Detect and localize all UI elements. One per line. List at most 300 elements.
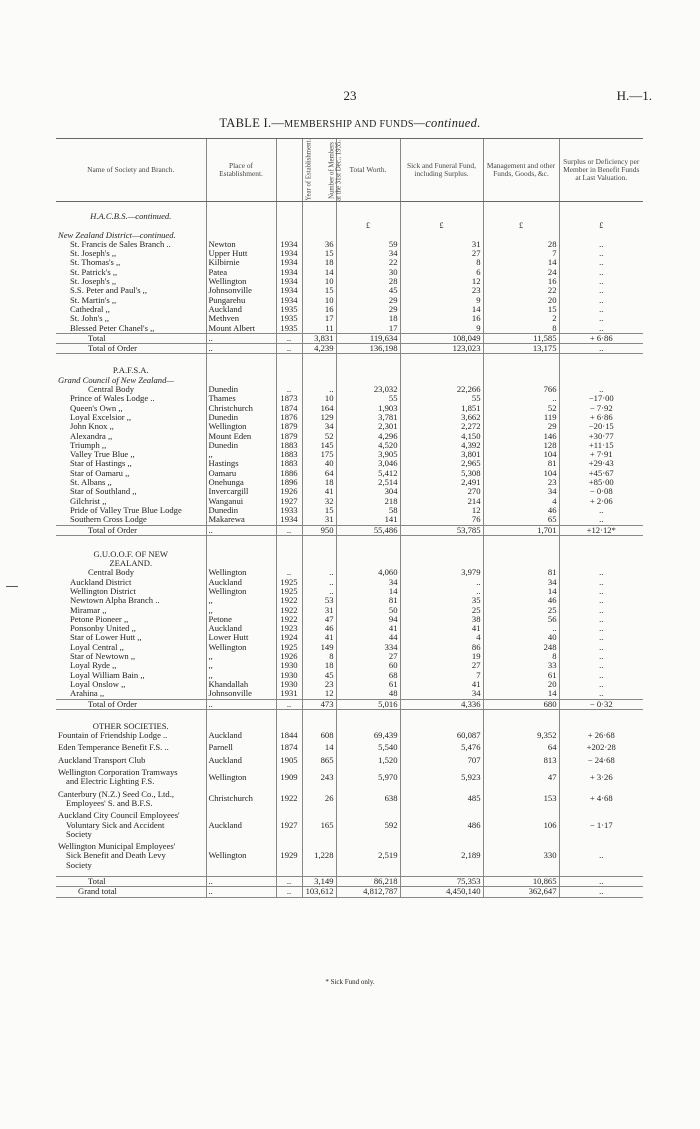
cell-members: 36 [302, 240, 336, 249]
spacer-cell [483, 709, 559, 722]
section-subheading: New Zealand District—continued. [58, 229, 176, 240]
cell-members: 10 [302, 296, 336, 305]
cell-sick: 12 [400, 277, 483, 286]
cell-place: Invercargill [206, 487, 276, 496]
header-place: Place of Establishment. [206, 139, 276, 202]
society-name [56, 790, 206, 809]
cell-sick: 7 [400, 671, 483, 680]
total-mgmt: 13,175 [483, 344, 559, 354]
section-heading: H.A.C.B.S.—continued. [90, 211, 172, 221]
total-year: .. [276, 344, 302, 354]
cell-sick: 485 [400, 790, 483, 809]
society-name-line: Society [66, 859, 92, 870]
total-place: .. [206, 333, 276, 343]
cell-worth: 304 [336, 487, 400, 496]
spacer-cell [400, 354, 483, 367]
total-mgmt: 680 [483, 699, 559, 709]
cell-place: ,, [206, 652, 276, 661]
cell-mgmt: 52 [483, 404, 559, 413]
cell-worth: 334 [336, 643, 400, 652]
cell-surplus: +45·67 [559, 469, 643, 478]
society-name: Arahina ,, [70, 688, 105, 699]
footnote: * Sick Fund only. [325, 978, 375, 986]
cell-surplus: .. [559, 624, 643, 633]
cell-sick: 41 [400, 624, 483, 633]
cell-surplus: .. [559, 324, 643, 334]
empty-cell [206, 366, 276, 375]
total-surplus: +12·12* [559, 525, 643, 535]
section-subheading: Grand Council of New Zealand— [58, 374, 175, 385]
total-members: 3,149 [302, 877, 336, 887]
society-name: Valley True Blue ,, [70, 449, 135, 460]
cell-surplus: .. [559, 615, 643, 624]
cell-members: 40 [302, 459, 336, 468]
total-label: Total [56, 333, 206, 343]
section-heading: P.A.F.S.A. [112, 365, 149, 376]
cell-surplus: .. [559, 268, 643, 277]
cell-sick: 16 [400, 314, 483, 323]
total-surplus: .. [559, 887, 643, 897]
spacer-cell [276, 202, 302, 213]
cell-worth: 638 [336, 790, 400, 809]
cell-members: 149 [302, 643, 336, 652]
table-row [56, 768, 643, 787]
total-surplus: + 6·86 [559, 333, 643, 343]
society-name [56, 768, 206, 787]
cell-surplus: + 4·68 [559, 790, 643, 809]
society-name: St. John's ,, [70, 313, 110, 324]
cell-year: 1905 [276, 756, 302, 765]
cell-mgmt: 2 [483, 314, 559, 323]
cell-worth: 4,520 [336, 441, 400, 450]
empty-cell [483, 212, 559, 221]
cell-place: Dunedin [206, 413, 276, 422]
cell-worth: 2,514 [336, 478, 400, 487]
cell-members: 41 [302, 633, 336, 642]
cell-surplus: .. [559, 385, 643, 394]
cell-place: Christchurch [206, 404, 276, 413]
cell-worth: 18 [336, 314, 400, 323]
cell-place: ,, [206, 671, 276, 680]
cell-sick: 3,801 [400, 450, 483, 459]
society-name-line: Auckland City Council Employees' [58, 810, 180, 821]
total-sick: 123,023 [400, 344, 483, 354]
cell-sick: 9 [400, 296, 483, 305]
cell-mgmt: 104 [483, 469, 559, 478]
cell-mgmt: 25 [483, 606, 559, 615]
cell-place: Auckland [206, 624, 276, 633]
empty-cell [276, 212, 302, 221]
table-row [56, 324, 643, 334]
table-row [56, 515, 643, 525]
cell-sick: 5,476 [400, 743, 483, 752]
cell-place: Onehunga [206, 478, 276, 487]
cell-surplus: − 1·17 [559, 811, 643, 839]
cell-surplus: + 26·68 [559, 731, 643, 740]
spacer-cell [56, 535, 206, 550]
cell-year: 1879 [276, 422, 302, 431]
table-row [56, 743, 643, 752]
header-sick: Sick and Funeral Fund, including Surplus. [400, 139, 483, 202]
cell-worth: 69,439 [336, 731, 400, 740]
empty-cell [400, 231, 483, 240]
cell-place: Wellington [206, 768, 276, 787]
cell-place: Dunedin [206, 385, 276, 394]
spacer-cell [302, 354, 336, 367]
society-name: St. Patrick's ,, [70, 266, 118, 277]
society-name: Newtown Alpha Branch .. [70, 595, 160, 606]
society-name: Miramar ,, [70, 604, 107, 615]
total-mgmt: 10,865 [483, 877, 559, 887]
cell-members: 1,228 [302, 842, 336, 870]
cell-surplus: .. [559, 258, 643, 267]
cell-worth: 81 [336, 596, 400, 605]
cell-place: Mount Eden [206, 432, 276, 441]
cell-members: 52 [302, 432, 336, 441]
cell-sick: 2,491 [400, 478, 483, 487]
grand-total-row [56, 887, 643, 897]
spacer-cell [206, 354, 276, 367]
spacer-cell [400, 535, 483, 550]
empty-cell [400, 550, 483, 559]
total-sick: 53,785 [400, 525, 483, 535]
cell-worth: 44 [336, 633, 400, 642]
society-name: Wellington District [70, 585, 136, 596]
cell-sick: 14 [400, 305, 483, 314]
cell-members: 18 [302, 258, 336, 267]
cell-place: Wellington [206, 568, 276, 577]
society-name-line: Society [66, 828, 92, 839]
spacer-cell [559, 202, 643, 213]
cell-place: Patea [206, 268, 276, 277]
total-worth: 4,812,787 [336, 887, 400, 897]
cell-mgmt: .. [483, 394, 559, 403]
cell-mgmt: 22 [483, 286, 559, 295]
empty-cell [559, 212, 643, 221]
cell-members: 608 [302, 731, 336, 740]
society-name: Star of Hastings ,, [70, 458, 132, 469]
section-heading: G.U.O.O.F. OF NEW [93, 548, 168, 559]
total-sick: 75,353 [400, 877, 483, 887]
cell-year: 1925 [276, 587, 302, 596]
cell-mgmt: 81 [483, 568, 559, 577]
cell-members: 31 [302, 515, 336, 525]
cell-mgmt: 128 [483, 441, 559, 450]
cell-worth: 68 [336, 671, 400, 680]
spacer-cell [336, 354, 400, 367]
cell-surplus: .. [559, 633, 643, 642]
cell-surplus: .. [559, 587, 643, 596]
cell-place: Johnsonville [206, 689, 276, 699]
cell-place: Upper Hutt [206, 249, 276, 258]
cell-place: Wellington [206, 842, 276, 870]
cell-sick: 19 [400, 652, 483, 661]
currency-symbol: £ [400, 221, 483, 230]
society-name-line: Wellington Municipal Employees' [58, 841, 176, 852]
cell-place: Auckland [206, 578, 276, 587]
cell-members: 34 [302, 422, 336, 431]
cell-surplus: +202·28 [559, 743, 643, 752]
cell-year: 1930 [276, 671, 302, 680]
cell-worth: 29 [336, 296, 400, 305]
cell-surplus: .. [559, 515, 643, 525]
cell-mgmt: 65 [483, 515, 559, 525]
spacer-cell [276, 535, 302, 550]
empty-cell [400, 212, 483, 221]
cell-worth: 4,296 [336, 432, 400, 441]
cell-sick: 27 [400, 661, 483, 670]
cell-year: 1874 [276, 404, 302, 413]
cell-place: Thames [206, 394, 276, 403]
total-worth: 86,218 [336, 877, 400, 887]
cell-mgmt: 813 [483, 756, 559, 765]
society-name [56, 842, 206, 870]
society-name-line: Wellington Corporation Tramways [58, 767, 178, 778]
spacer-cell [276, 709, 302, 722]
total-surplus: .. [559, 877, 643, 887]
cell-surplus: + 6·86 [559, 413, 643, 422]
total-mgmt: 11,585 [483, 333, 559, 343]
cell-sick: 76 [400, 515, 483, 525]
cell-members: 17 [302, 314, 336, 323]
table-body [56, 202, 643, 898]
cell-worth: 22 [336, 258, 400, 267]
cell-members: 23 [302, 680, 336, 689]
cell-sick: 27 [400, 249, 483, 258]
cell-year: 1923 [276, 624, 302, 633]
cell-members: 45 [302, 671, 336, 680]
society-name: Southern Cross Lodge [70, 514, 147, 525]
spacer-cell [56, 709, 206, 722]
society-name: Loyal Central ,, [70, 641, 124, 652]
cell-members: 14 [302, 743, 336, 752]
cell-members: 12 [302, 689, 336, 699]
cell-mgmt: 106 [483, 811, 559, 839]
empty-cell [302, 212, 336, 221]
total-label: Grand total [56, 887, 206, 897]
society-name: Star of Oamaru ,, [70, 467, 130, 478]
cell-worth: 34 [336, 578, 400, 587]
spacer-cell [336, 202, 400, 213]
cell-place: Newton [206, 240, 276, 249]
cell-place: Kilbirnie [206, 258, 276, 267]
cell-members: 16 [302, 305, 336, 314]
cell-members: .. [302, 385, 336, 394]
spacer-cell [559, 535, 643, 550]
header-year-cell [276, 138, 312, 202]
spacer-cell [276, 354, 302, 367]
cell-sick: 3,662 [400, 413, 483, 422]
society-name [56, 756, 206, 765]
cell-place: Johnsonville [206, 286, 276, 295]
cell-surplus: .. [559, 842, 643, 870]
total-worth: 5,016 [336, 699, 400, 709]
cell-place: Oamaru [206, 469, 276, 478]
cell-year: .. [276, 385, 302, 394]
cell-worth: 3,781 [336, 413, 400, 422]
society-name: St. Martin's ,, [70, 294, 117, 305]
cell-mgmt: 23 [483, 478, 559, 487]
cell-place: Khandallah [206, 680, 276, 689]
header-name: Name of Society and Branch. [56, 139, 206, 202]
document-reference: H.—1. [616, 88, 652, 103]
cell-year: 1879 [276, 432, 302, 441]
empty-cell [206, 550, 276, 559]
spacer-cell [206, 202, 276, 213]
total-members: 103,612 [302, 887, 336, 897]
cell-year: 1930 [276, 661, 302, 670]
cell-sick: 486 [400, 811, 483, 839]
cell-place: ,, [206, 450, 276, 459]
cell-year: 1922 [276, 606, 302, 615]
cell-year: 1925 [276, 643, 302, 652]
spacer-cell [336, 709, 400, 722]
cell-mgmt: .. [483, 624, 559, 633]
spacer-cell [400, 709, 483, 722]
cell-year: 1935 [276, 314, 302, 323]
cell-year: 1873 [276, 394, 302, 403]
cell-mgmt: 14 [483, 258, 559, 267]
cell-surplus: .. [559, 578, 643, 587]
cell-worth: 5,412 [336, 469, 400, 478]
cell-year: 1934 [276, 268, 302, 277]
cell-year: 1886 [276, 469, 302, 478]
cell-mgmt: 9,352 [483, 731, 559, 740]
cell-members: 165 [302, 811, 336, 839]
cell-sick: 5,308 [400, 469, 483, 478]
cell-surplus: .. [559, 606, 643, 615]
cell-surplus: +11·15 [559, 441, 643, 450]
total-mgmt: 1,701 [483, 525, 559, 535]
cell-year: 1934 [276, 240, 302, 249]
society-name: Star of Southland ,, [70, 486, 137, 497]
cell-year: 1922 [276, 790, 302, 809]
cell-mgmt: 46 [483, 506, 559, 515]
cell-worth: 141 [336, 515, 400, 525]
cell-sick: 35 [400, 596, 483, 605]
society-name: Star of Lower Hutt ,, [70, 632, 142, 643]
total-members: 950 [302, 525, 336, 535]
total-label: Total of Order [56, 699, 206, 709]
total-place: .. [206, 344, 276, 354]
cell-year: 1922 [276, 596, 302, 605]
spacer-cell [302, 202, 336, 213]
society-name: Triumph ,, [70, 439, 107, 450]
cell-mgmt: 47 [483, 768, 559, 787]
cell-year: 1844 [276, 731, 302, 740]
cell-year: .. [276, 568, 302, 577]
cell-members: 14 [302, 268, 336, 277]
cell-members: 15 [302, 506, 336, 515]
cell-sick: 6 [400, 268, 483, 277]
cell-sick: 2,965 [400, 459, 483, 468]
cell-members: 15 [302, 286, 336, 295]
cell-sick: .. [400, 587, 483, 596]
cell-sick: 25 [400, 606, 483, 615]
cell-place: Auckland [206, 756, 276, 765]
spacer-cell [483, 354, 559, 367]
empty-cell [302, 221, 336, 230]
cell-mgmt: 8 [483, 652, 559, 661]
total-row [56, 877, 643, 887]
total-worth: 55,486 [336, 525, 400, 535]
cell-sick: 270 [400, 487, 483, 496]
society-name [56, 731, 206, 740]
empty-cell [302, 550, 336, 559]
cell-year: 1934 [276, 515, 302, 525]
cell-worth: 2,519 [336, 842, 400, 870]
cell-surplus: .. [559, 314, 643, 323]
cell-surplus: .. [559, 240, 643, 249]
total-year: .. [276, 887, 302, 897]
cell-worth: 2,301 [336, 422, 400, 431]
cell-sick: 86 [400, 643, 483, 652]
empty-cell [302, 366, 336, 375]
spacer-cell [559, 709, 643, 722]
total-row [56, 333, 643, 343]
cell-worth: 58 [336, 506, 400, 515]
society-name-line: Voluntary Sick and Accident [66, 819, 165, 830]
cell-place: Wellington [206, 643, 276, 652]
cell-place: Christchurch [206, 790, 276, 809]
currency-symbol: £ [483, 221, 559, 230]
society-name: Star of Newtown ,, [70, 651, 136, 662]
total-sick: 4,450,140 [400, 887, 483, 897]
empty-cell [276, 366, 302, 375]
total-mgmt: 362,647 [483, 887, 559, 897]
membership-funds-table [56, 138, 643, 898]
total-surplus: − 0·32 [559, 699, 643, 709]
cell-mgmt: 766 [483, 385, 559, 394]
spacer-cell [206, 709, 276, 722]
cell-members: 18 [302, 478, 336, 487]
cell-members: 8 [302, 652, 336, 661]
margin-mark [6, 586, 18, 587]
total-members: 4,239 [302, 344, 336, 354]
cell-worth: 94 [336, 615, 400, 624]
page-number: 23 [343, 88, 357, 103]
cell-sick: 2,189 [400, 842, 483, 870]
cell-worth: 14 [336, 587, 400, 596]
title-main: TABLE I.— [219, 116, 285, 130]
cell-worth: 1,520 [336, 756, 400, 765]
cell-sick: 8 [400, 258, 483, 267]
cell-place: Makarewa [206, 515, 276, 525]
society-name: Loyal Excelsior ,, [70, 411, 132, 422]
society-name: Cathedral ,, [70, 303, 110, 314]
cell-mgmt: 56 [483, 615, 559, 624]
table-row [56, 811, 643, 839]
title-continued: —continued. [413, 116, 481, 130]
empty-cell [336, 550, 400, 559]
spacer-row [56, 535, 643, 550]
cell-year: 1876 [276, 413, 302, 422]
cell-sick: 60,087 [400, 731, 483, 740]
cell-worth: 45 [336, 286, 400, 295]
cell-mgmt: 46 [483, 596, 559, 605]
header-year: Year of Establishment. [304, 138, 312, 201]
currency-symbol: £ [336, 221, 400, 230]
cell-mgmt: 61 [483, 671, 559, 680]
cell-sick: 4 [400, 633, 483, 642]
cell-mgmt: 14 [483, 689, 559, 699]
cell-year: 1926 [276, 487, 302, 496]
cell-sick: 22,266 [400, 385, 483, 394]
cell-worth: 5,970 [336, 768, 400, 787]
cell-mgmt: 20 [483, 296, 559, 305]
cell-mgmt: 64 [483, 743, 559, 752]
cell-place: Dunedin [206, 441, 276, 450]
